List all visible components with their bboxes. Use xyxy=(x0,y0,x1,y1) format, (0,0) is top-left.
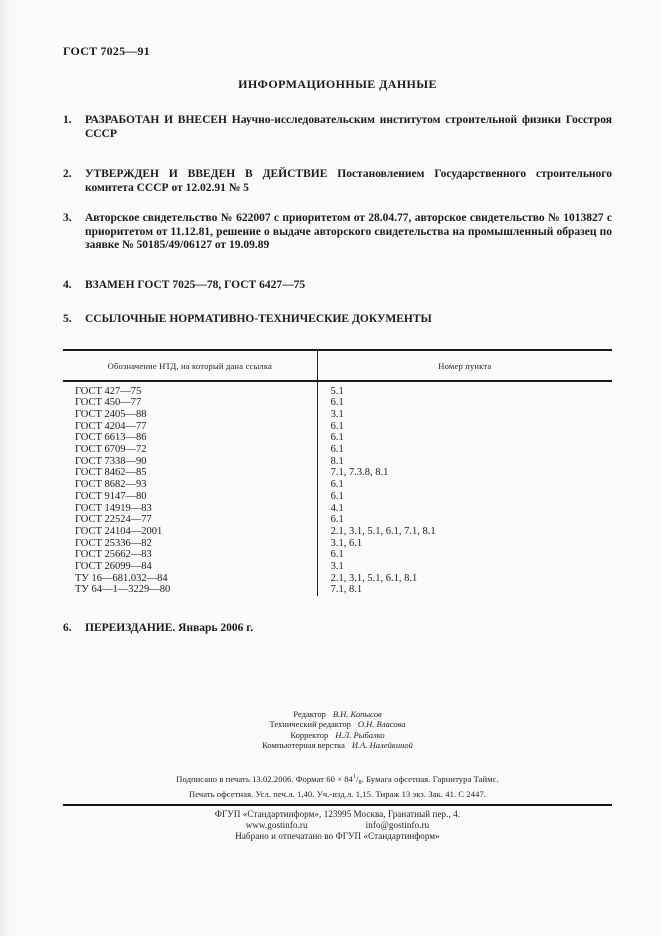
credit-line xyxy=(63,719,612,730)
ref-table-body xyxy=(63,381,612,597)
ntd-cell: ГОСТ 8462—85 xyxy=(63,467,317,479)
item-number: 2. xyxy=(63,168,72,180)
ntd-cell: ГОСТ 6709—72 xyxy=(63,444,317,456)
clause-cell: 3.1, 6.1 xyxy=(330,537,363,549)
page-title: ИНФОРМАЦИОННЫЕ ДАННЫЕ xyxy=(238,77,437,91)
ntd-cell: ГОСТ 25336—82 xyxy=(63,538,317,550)
clause-cell: 6.1 xyxy=(330,479,344,491)
item-text: Авторское свидетельство № 622007 с приоритетом от 28.04.77, авторское свидетельство № 1013827 с приоритетом от 11.12.81, решение о выдаче авторского свидетельства на промышленный образец по заявке № 50185/49/06127 от 19.09.89 xyxy=(85,212,612,251)
ntd-cell: ГОСТ 26099—84 xyxy=(63,561,317,573)
item-text: ВЗАМЕН ГОСТ 7025—78, ГОСТ 6427—75 xyxy=(85,278,306,291)
format-slash: / xyxy=(356,773,359,784)
credit-line xyxy=(63,730,612,741)
table-row xyxy=(63,467,612,479)
website-text: www.gostinfo.ru xyxy=(245,819,308,830)
credit-name: В.Н. Копысов xyxy=(332,708,382,719)
contact-line xyxy=(63,820,612,831)
table-row xyxy=(63,456,612,468)
table-row xyxy=(63,409,612,421)
publisher-address: ФГУП «Стандартинформ», 123995 Москва, Гранатный пер., 4. xyxy=(214,808,461,819)
clause-cell: 6.1 xyxy=(330,444,344,456)
publisher-block xyxy=(63,809,612,842)
table-row xyxy=(63,573,612,585)
item-number: 4. xyxy=(63,278,72,291)
credit-name: О.Н. Власова xyxy=(357,719,406,730)
credit-line xyxy=(63,740,612,751)
clause-cell: 6.1 xyxy=(330,514,344,526)
credit-name: И.А. Налейкиной xyxy=(351,740,413,751)
page-content xyxy=(63,0,612,842)
table-row xyxy=(63,397,612,409)
table-row xyxy=(63,514,612,526)
item-text: ПЕРЕИЗДАНИЕ. Январь 2006 г. xyxy=(85,622,254,635)
table-row xyxy=(63,538,612,550)
credit-role: Компьютерная верстка xyxy=(262,740,345,751)
credit-line xyxy=(63,709,612,720)
credits-block xyxy=(63,709,612,751)
item-number: 6. xyxy=(63,622,72,635)
clause-cell: 7.1, 7.3.8, 8.1 xyxy=(330,467,389,479)
ntd-cell: ГОСТ 8682—93 xyxy=(63,479,317,491)
info-item-3 xyxy=(63,212,612,253)
ref-table xyxy=(63,349,612,597)
ntd-cell: ГОСТ 24104—2001 xyxy=(63,526,317,538)
header-cell-ntd: Обозначение НТД, на который дана ссылка xyxy=(63,350,317,381)
clause-cell: 2.1, 3.1, 5.1, 6.1, 7.1, 8.1 xyxy=(330,525,436,537)
clause-cell: 3.1 xyxy=(330,408,344,420)
table-row xyxy=(63,381,612,398)
header-cell-clause: Номер пункта xyxy=(317,350,612,381)
table-row xyxy=(63,444,612,456)
item-text: УТВЕРЖДЕН И ВВЕДЕН В ДЕЙСТВИЕ Постановлением Государственного строительного комитета СССР от 12.02.91 № 5 xyxy=(85,168,612,194)
clause-cell: 6.1 xyxy=(330,420,344,432)
credit-role: Технический редактор xyxy=(269,719,351,730)
table-row xyxy=(63,561,612,573)
table-row xyxy=(63,549,612,561)
info-item-1 xyxy=(63,114,612,141)
clause-cell: 3.1 xyxy=(330,561,344,573)
clause-cell: 6.1 xyxy=(330,490,344,502)
ntd-cell: ТУ 16—681.032—84 xyxy=(63,573,317,585)
ntd-cell: ГОСТ 9147—80 xyxy=(63,491,317,503)
table-row xyxy=(63,479,612,491)
ntd-cell: ГОСТ 450—77 xyxy=(63,397,317,409)
footer-divider xyxy=(63,804,612,806)
table-row xyxy=(63,526,612,538)
ntd-cell: ГОСТ 4204—77 xyxy=(63,421,317,433)
doc-code: ГОСТ 7025—91 xyxy=(63,44,150,58)
print-line-2: Печать офсетная. Усл. печ.л. 1,40. Уч.-изд.л. 1,15. Тираж 13 экз. Зак. 41. С 2447. xyxy=(188,789,487,800)
clause-cell: 4.1 xyxy=(330,502,344,514)
printed-note: Набрано и отпечатано во ФГУП «Стандартинформ» xyxy=(235,830,440,841)
clause-cell: 2.1, 3.1, 5.1, 6.1, 8.1 xyxy=(330,572,418,584)
ntd-cell: ГОСТ 22524—77 xyxy=(63,514,317,526)
ntd-cell: ГОСТ 25662—83 xyxy=(63,549,317,561)
clause-cell: 7.1, 8.1 xyxy=(330,584,363,596)
table-row xyxy=(63,491,612,503)
info-item-2 xyxy=(63,168,612,195)
table-row xyxy=(63,584,612,596)
ntd-cell: ГОСТ 2405—88 xyxy=(63,409,317,421)
credit-name: Н.Л. Рыбалко xyxy=(335,729,385,740)
ntd-cell: ГОСТ 14919—83 xyxy=(63,503,317,515)
table-row xyxy=(63,503,612,515)
print-line1-pre: Подписано в печать 13.02.2006. Формат 60 × 84 xyxy=(176,773,354,784)
item-number: 3. xyxy=(63,212,72,224)
item-number: 1. xyxy=(63,114,72,126)
ntd-cell: ГОСТ 6613—86 xyxy=(63,432,317,444)
print-info-block xyxy=(63,772,612,801)
format-sub: 8 xyxy=(358,779,362,786)
format-sup: 1 xyxy=(353,773,357,780)
ntd-cell: ГОСТ 427—75 xyxy=(63,381,317,398)
info-item-5 xyxy=(63,313,612,327)
clause-cell: 6.1 xyxy=(330,549,344,561)
clause-cell: 6.1 xyxy=(330,432,344,444)
item-text: РАЗРАБОТАН И ВНЕСЕН Научно-исследовательским институтом строительной физики Госстроя СССР xyxy=(85,114,612,140)
ref-table-header xyxy=(63,350,612,381)
clause-cell: 5.1 xyxy=(330,385,344,397)
credit-role: Редактор xyxy=(293,708,326,719)
table-row xyxy=(63,421,612,433)
info-item-6 xyxy=(63,622,612,636)
info-item-4 xyxy=(63,279,612,293)
email-text: info@gostinfo.ru xyxy=(365,819,430,830)
item-text: ССЫЛОЧНЫЕ НОРМАТИВНО-ТЕХНИЧЕСКИЕ ДОКУМЕНТЫ xyxy=(85,313,432,325)
ntd-cell: ГОСТ 7338—90 xyxy=(63,456,317,468)
print-line-1 xyxy=(63,772,612,790)
clause-cell: 8.1 xyxy=(330,455,344,467)
print-line1-post: . Бумага офсетная. Гарнитура Таймс. xyxy=(361,773,499,784)
table-row xyxy=(63,432,612,444)
clause-cell: 6.1 xyxy=(330,397,344,409)
item-number: 5. xyxy=(63,313,72,325)
credit-role: Корректор xyxy=(290,729,329,740)
ntd-cell: ТУ 64—1—3229—80 xyxy=(63,584,317,596)
